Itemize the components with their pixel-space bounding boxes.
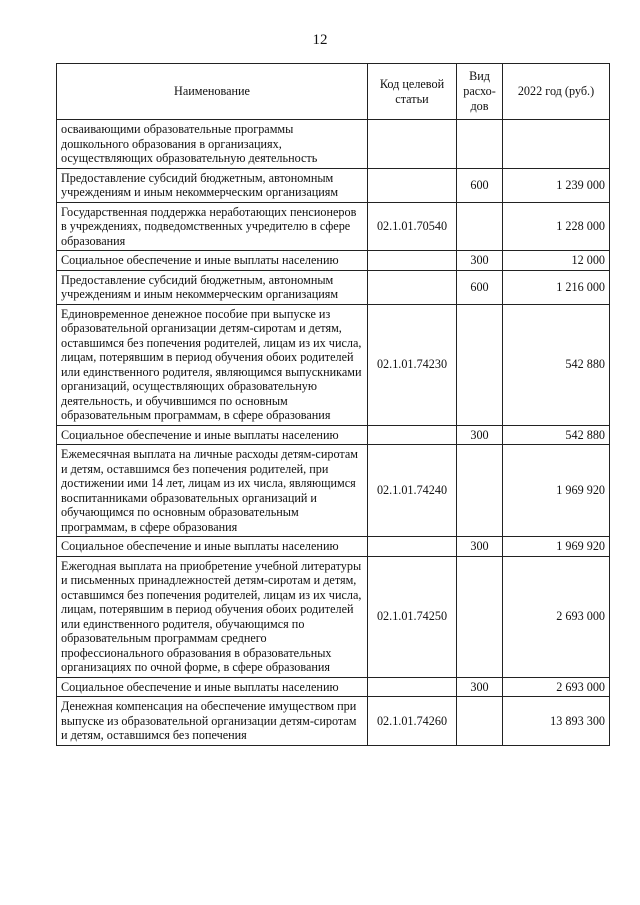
cell-code: 02.1.01.74250	[368, 556, 457, 677]
cell-type: 300	[457, 677, 503, 697]
header-amount: 2022 год (руб.)	[503, 64, 610, 120]
cell-code: 02.1.01.74240	[368, 445, 457, 537]
cell-name: Социальное обеспечение и иные выплаты населению	[57, 537, 368, 557]
cell-type	[457, 445, 503, 537]
cell-amount: 542 880	[503, 304, 610, 425]
table-row	[57, 425, 610, 445]
page-number: 12	[312, 32, 328, 48]
table-row	[57, 556, 610, 677]
table-header	[57, 64, 610, 120]
cell-code	[368, 425, 457, 445]
header-row	[57, 64, 610, 120]
cell-code	[368, 677, 457, 697]
table-row	[57, 120, 610, 169]
cell-type	[457, 556, 503, 677]
cell-code	[368, 120, 457, 169]
cell-name: Ежегодная выплата на приобретение учебной литературы и письменных принадлежностей детям-сиротам и детям, оставшимся без попечения родителей, лицам из их числа, лицам, потерявшим в период обучения обоих родителей или единственного родителя, обучающимся по образовательным программам среднего профессионального образования в образовательных организациях по очной форме, в сфере образования	[57, 556, 368, 677]
cell-code	[368, 537, 457, 557]
cell-name: Денежная компенсация на обеспечение имуществом при выпуске из образовательной организации детям-сиротам и детям, оставшимся без попечения	[57, 697, 368, 746]
cell-amount: 2 693 000	[503, 556, 610, 677]
cell-type	[457, 202, 503, 251]
cell-code	[368, 251, 457, 271]
cell-amount: 2 693 000	[503, 677, 610, 697]
cell-name: Предоставление субсидий бюджетным, автономным учреждениям и иным некоммерческим организациям	[57, 168, 368, 202]
cell-name: Социальное обеспечение и иные выплаты населению	[57, 425, 368, 445]
table-row	[57, 270, 610, 304]
cell-code: 02.1.01.70540	[368, 202, 457, 251]
cell-name: Социальное обеспечение и иные выплаты населению	[57, 677, 368, 697]
table-body	[57, 120, 610, 746]
cell-amount: 1 969 920	[503, 445, 610, 537]
cell-name: осваивающими образовательные программы дошкольного образования в организациях, осуществляющих образовательную деятельность	[57, 120, 368, 169]
header-code: Код целевой статьи	[368, 64, 457, 120]
cell-amount: 1 969 920	[503, 537, 610, 557]
cell-name: Предоставление субсидий бюджетным, автономным учреждениям и иным некоммерческим организациям	[57, 270, 368, 304]
table-row	[57, 537, 610, 557]
header-type: Вид расхо-дов	[457, 64, 503, 120]
table-row	[57, 251, 610, 271]
table-row	[57, 202, 610, 251]
cell-type: 300	[457, 537, 503, 557]
cell-amount: 542 880	[503, 425, 610, 445]
budget-table	[56, 63, 610, 746]
cell-type: 600	[457, 270, 503, 304]
cell-name: Государственная поддержка неработающих пенсионеров в учреждениях, подведомственных учредителю в сфере образования	[57, 202, 368, 251]
cell-amount: 1 228 000	[503, 202, 610, 251]
table-row	[57, 445, 610, 537]
cell-name: Ежемесячная выплата на личные расходы детям-сиротам и детям, оставшимся без попечения родителей, при достижении ими 14 лет, лицам из их числа, являющимся воспитанниками образовательных организаций и обучающимся по основным образовательным программам, в сфере образования	[57, 445, 368, 537]
cell-type	[457, 304, 503, 425]
table-row	[57, 677, 610, 697]
cell-code	[368, 270, 457, 304]
table-row	[57, 168, 610, 202]
cell-type	[457, 120, 503, 169]
cell-code: 02.1.01.74230	[368, 304, 457, 425]
cell-name: Единовременное денежное пособие при выпуске из образовательной организации детям-сиротам и детям, оставшимся без попечения родителей, лицам из их числа, лицам, потерявшим в период обучения обоих родителей или единственного родителя, являющимся выпускниками организаций, осуществляющих образовательную деятельность, и обучившимся по основным образовательным программам, в сфере образования	[57, 304, 368, 425]
cell-name: Социальное обеспечение и иные выплаты населению	[57, 251, 368, 271]
cell-code: 02.1.01.74260	[368, 697, 457, 746]
table-row	[57, 304, 610, 425]
cell-amount: 13 893 300	[503, 697, 610, 746]
cell-type	[457, 697, 503, 746]
cell-amount: 1 216 000	[503, 270, 610, 304]
cell-amount: 12 000	[503, 251, 610, 271]
cell-type: 300	[457, 425, 503, 445]
cell-amount: 1 239 000	[503, 168, 610, 202]
table-row	[57, 697, 610, 746]
header-name: Наименование	[57, 64, 368, 120]
cell-type: 300	[457, 251, 503, 271]
cell-code	[368, 168, 457, 202]
cell-type: 600	[457, 168, 503, 202]
cell-amount	[503, 120, 610, 169]
